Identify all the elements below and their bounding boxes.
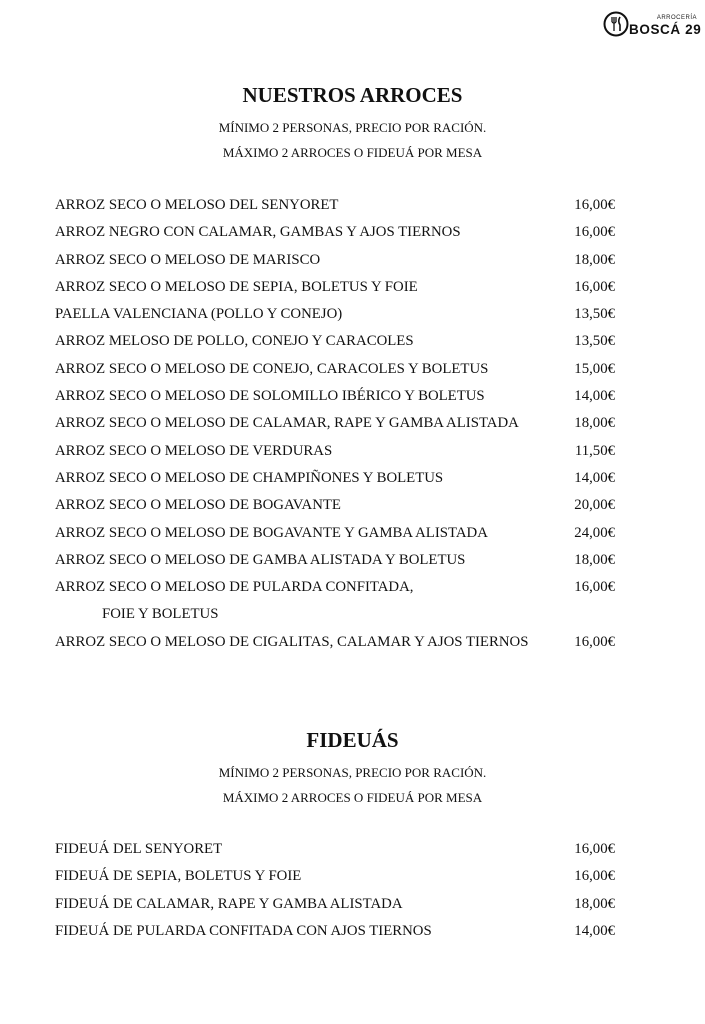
fideuas-note-line1: MÍNIMO 2 PERSONAS, PRECIO POR RACIÓN. bbox=[218, 765, 487, 780]
menu-item-row bbox=[55, 306, 615, 333]
menu-item-price: 16,00€ bbox=[574, 868, 615, 885]
fork-and-knife-icon bbox=[603, 11, 629, 37]
menu-item-row bbox=[55, 388, 615, 415]
menu-item-name: FIDEUÁ DE CALAMAR, RAPE Y GAMBA ALISTADA bbox=[55, 895, 403, 912]
arroces-title: NUESTROS ARROCES bbox=[242, 83, 463, 107]
menu-item-price: 16,00€ bbox=[574, 224, 615, 241]
menu-item-row bbox=[55, 896, 615, 923]
menu-item-price: 16,00€ bbox=[574, 633, 615, 650]
menu-item-price: 18,00€ bbox=[574, 251, 615, 268]
menu-item-price: 14,00€ bbox=[574, 469, 615, 486]
menu-item-price: 20,00€ bbox=[574, 497, 615, 514]
menu-item-name: ARROZ SECO O MELOSO DE PULARDA CONFITADA, bbox=[55, 579, 414, 596]
menu-item-price: 16,00€ bbox=[574, 841, 615, 857]
menu-item-row bbox=[55, 923, 615, 950]
menu-item-name: ARROZ SECO O MELOSO DE CHAMPIÑONES Y BOLETUS bbox=[55, 469, 444, 486]
menu-item-row bbox=[55, 333, 615, 360]
fideuas-menu-list bbox=[55, 841, 615, 950]
menu-item-name: ARROZ MELOSO DE POLLO, CONEJO Y CARACOLES bbox=[55, 333, 414, 350]
menu-item-name: ARROZ SECO O MELOSO DE CALAMAR, RAPE Y GAMBA ALISTADA bbox=[55, 415, 519, 432]
menu-item-price: 14,00€ bbox=[574, 388, 615, 405]
menu-item-price: 18,00€ bbox=[574, 551, 615, 568]
menu-item-name: PAELLA VALENCIANA (POLLO Y CONEJO) bbox=[55, 306, 343, 323]
restaurant-logo bbox=[603, 8, 702, 40]
menu-item-name: ARROZ SECO O MELOSO DE CIGALITAS, CALAMAR Y AJOS TIERNOS bbox=[55, 633, 529, 650]
menu-item-row bbox=[55, 252, 615, 279]
logo-subtitle: ARROCERÍA bbox=[656, 15, 697, 21]
menu-item-name: ARROZ SECO O MELOSO DE GAMBA ALISTADA Y BOLETUS bbox=[55, 551, 466, 568]
arroces-menu-list bbox=[55, 197, 615, 661]
menu-item-name: ARROZ SECO O MELOSO DE MARISCO bbox=[55, 251, 321, 268]
menu-item-row bbox=[55, 279, 615, 306]
menu-item-name: FIDEUÁ DE SEPIA, BOLETUS Y FOIE bbox=[55, 868, 302, 885]
menu-item-price: 24,00€ bbox=[574, 524, 615, 541]
menu-item-row bbox=[55, 470, 615, 497]
menu-item-row bbox=[55, 634, 615, 661]
menu-item-name: ARROZ SECO O MELOSO DE CONEJO, CARACOLES Y BOLETUS bbox=[55, 360, 489, 377]
menu-item-row bbox=[55, 224, 615, 251]
menu-item-price: 11,50€ bbox=[574, 442, 615, 459]
menu-item-row bbox=[55, 552, 615, 579]
menu-item-row bbox=[55, 868, 615, 895]
arroces-note-line1: MÍNIMO 2 PERSONAS, PRECIO POR RACIÓN. bbox=[218, 120, 487, 135]
menu-item-price: 16,00€ bbox=[574, 278, 615, 295]
menu-item-name: FIDEUÁ DE PULARDA CONFITADA CON AJOS TIERNOS bbox=[55, 922, 432, 939]
menu-item-price: 18,00€ bbox=[574, 895, 615, 912]
menu-item-name: ARROZ SECO O MELOSO DEL SENYORET bbox=[55, 197, 339, 213]
menu-item-row bbox=[55, 579, 615, 606]
menu-item-name: ARROZ SECO O MELOSO DE SEPIA, BOLETUS Y FOIE bbox=[55, 278, 418, 295]
menu-item-name-continuation: FOIE Y BOLETUS bbox=[102, 606, 219, 623]
menu-item-row bbox=[55, 525, 615, 552]
menu-item-name: ARROZ NEGRO CON CALAMAR, GAMBAS Y AJOS TIERNOS bbox=[55, 224, 461, 241]
menu-item-price: 14,00€ bbox=[574, 922, 615, 939]
menu-item-price: 13,50€ bbox=[574, 333, 615, 350]
menu-item-row bbox=[55, 443, 615, 470]
menu-item-row bbox=[55, 361, 615, 388]
arroces-note-line2: MÁXIMO 2 ARROCES O FIDEUÁ POR MESA bbox=[222, 145, 483, 160]
menu-item-name: ARROZ SECO O MELOSO DE BOGAVANTE Y GAMBA ALISTADA bbox=[55, 524, 488, 541]
menu-item-row bbox=[55, 197, 615, 224]
logo-brand-name: BOSCÁ 29 bbox=[629, 22, 702, 37]
fideuas-title: FIDEUÁS bbox=[306, 728, 399, 752]
menu-item-row bbox=[55, 415, 615, 442]
menu-item-row-continuation bbox=[55, 606, 615, 633]
menu-item-name: ARROZ SECO O MELOSO DE VERDURAS bbox=[55, 442, 333, 459]
menu-item-price: 18,00€ bbox=[574, 415, 615, 432]
menu-item-name: ARROZ SECO O MELOSO DE SOLOMILLO IBÉRICO Y BOLETUS bbox=[55, 388, 485, 405]
menu-item-price: 16,00€ bbox=[574, 579, 615, 596]
menu-item-row bbox=[55, 841, 615, 868]
fideuas-note-line2: MÁXIMO 2 ARROCES O FIDEUÁ POR MESA bbox=[222, 790, 483, 805]
menu-item-name: ARROZ SECO O MELOSO DE BOGAVANTE bbox=[55, 497, 341, 514]
menu-item-price: 15,00€ bbox=[574, 360, 615, 377]
menu-item-name: FIDEUÁ DEL SENYORET bbox=[55, 841, 223, 857]
menu-item-row bbox=[55, 497, 615, 524]
menu-item-price: 13,50€ bbox=[574, 306, 615, 323]
menu-item-price: 16,00€ bbox=[574, 197, 615, 213]
